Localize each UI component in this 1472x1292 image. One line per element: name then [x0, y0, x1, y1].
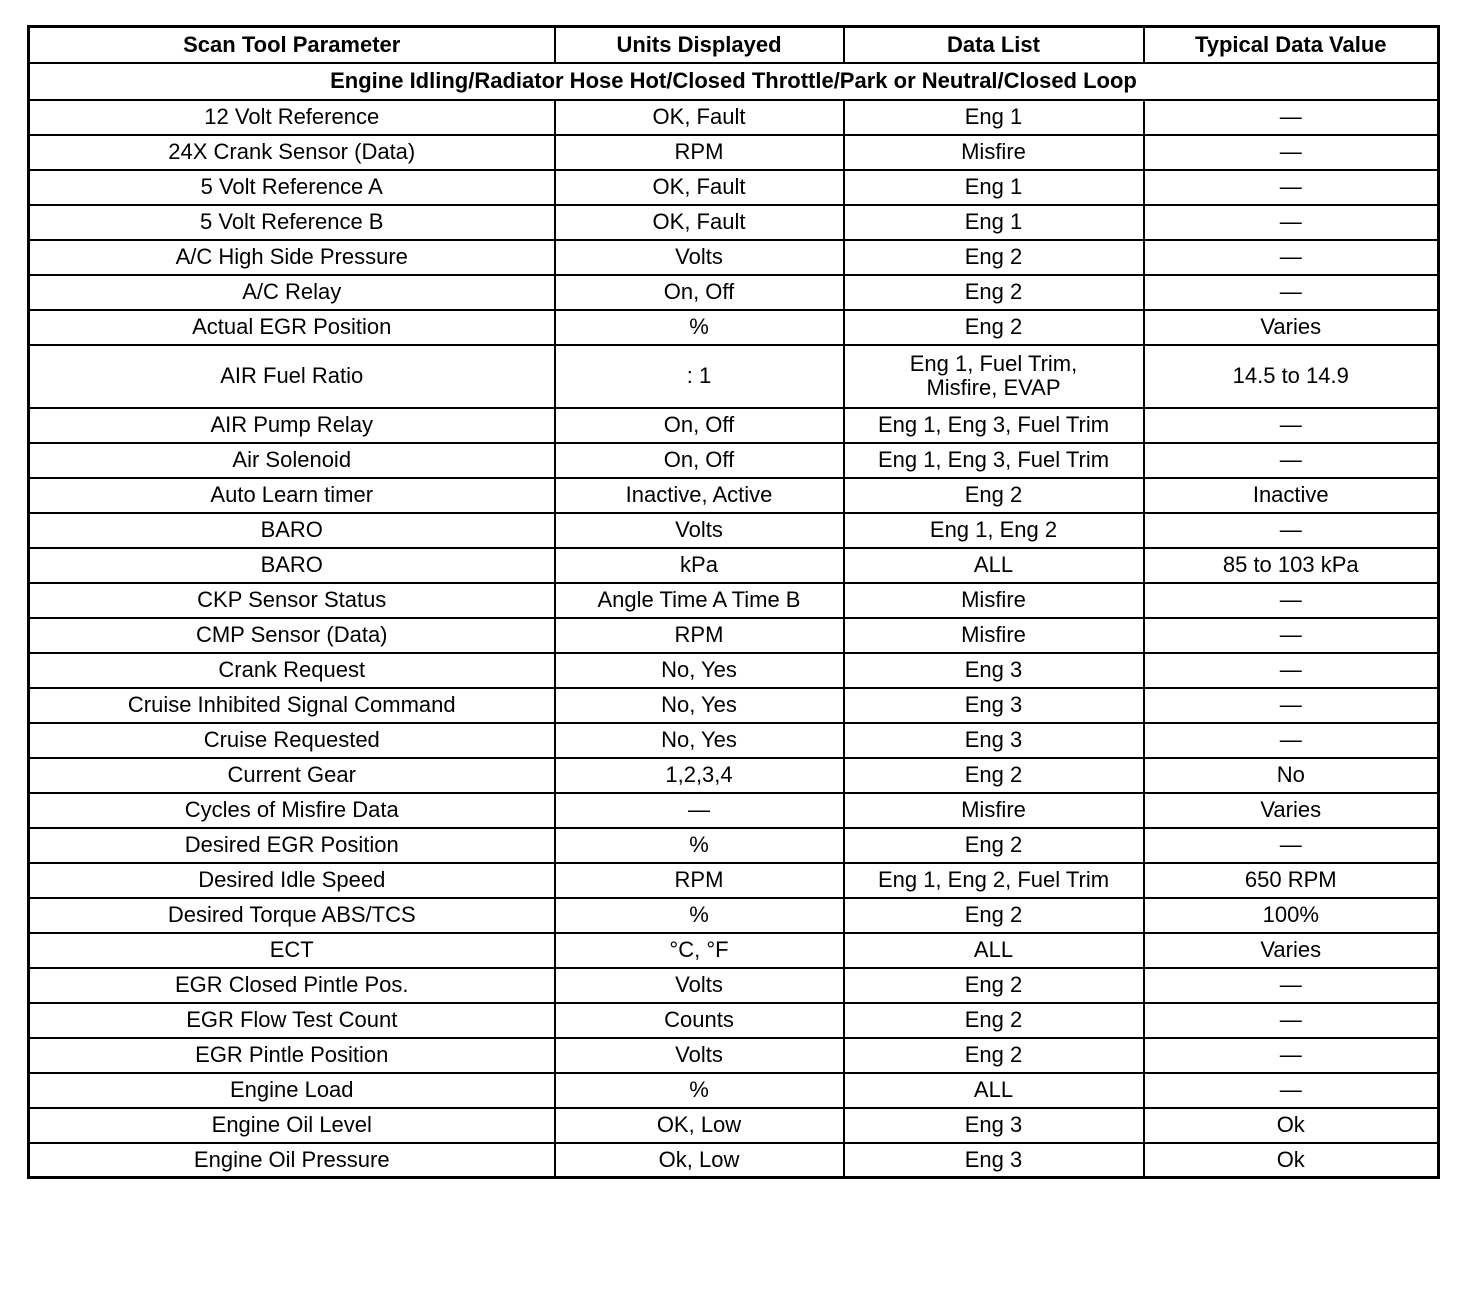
cell-data-list: Eng 2	[844, 828, 1144, 863]
cell-units: On, Off	[555, 408, 844, 443]
cell-typical-value: —	[1144, 583, 1439, 618]
cell-parameter: 12 Volt Reference	[29, 100, 555, 135]
table-row	[29, 618, 1439, 653]
cell-units: Volts	[555, 240, 844, 275]
cell-data-list: Eng 1	[844, 100, 1144, 135]
cell-parameter: Desired Torque ABS/TCS	[29, 898, 555, 933]
table-row	[29, 933, 1439, 968]
table-row	[29, 100, 1439, 135]
table-row	[29, 135, 1439, 170]
cell-data-list: Eng 2	[844, 1003, 1144, 1038]
cell-data-list: Misfire	[844, 583, 1144, 618]
cell-typical-value: Varies	[1144, 933, 1439, 968]
table-row	[29, 583, 1439, 618]
cell-typical-value: —	[1144, 723, 1439, 758]
cell-typical-value: —	[1144, 828, 1439, 863]
scan-tool-data-table	[27, 25, 1440, 1179]
cell-units: Volts	[555, 968, 844, 1003]
table-row	[29, 863, 1439, 898]
cell-units: OK, Fault	[555, 170, 844, 205]
cell-typical-value: —	[1144, 688, 1439, 723]
table-row	[29, 443, 1439, 478]
cell-units: Angle Time A Time B	[555, 583, 844, 618]
cell-parameter: BARO	[29, 513, 555, 548]
cell-typical-value: 100%	[1144, 898, 1439, 933]
table-row	[29, 170, 1439, 205]
cell-data-list: Eng 1, Eng 2, Fuel Trim	[844, 863, 1144, 898]
table-row	[29, 968, 1439, 1003]
cell-units: 1,2,3,4	[555, 758, 844, 793]
cell-units: %	[555, 310, 844, 345]
table-row	[29, 1143, 1439, 1178]
section-row	[29, 63, 1439, 100]
cell-data-list: Eng 2	[844, 1038, 1144, 1073]
cell-parameter: EGR Closed Pintle Pos.	[29, 968, 555, 1003]
cell-data-list: Eng 3	[844, 1143, 1144, 1178]
cell-parameter: Engine Oil Level	[29, 1108, 555, 1143]
table-row	[29, 793, 1439, 828]
cell-units: No, Yes	[555, 653, 844, 688]
cell-data-list: Eng 3	[844, 688, 1144, 723]
cell-parameter: Auto Learn timer	[29, 478, 555, 513]
cell-parameter: Engine Load	[29, 1073, 555, 1108]
cell-typical-value: —	[1144, 100, 1439, 135]
cell-parameter: Cycles of Misfire Data	[29, 793, 555, 828]
cell-typical-value: Varies	[1144, 310, 1439, 345]
cell-typical-value: —	[1144, 443, 1439, 478]
table-row	[29, 310, 1439, 345]
cell-parameter: Crank Request	[29, 653, 555, 688]
cell-units: %	[555, 898, 844, 933]
table-row	[29, 758, 1439, 793]
cell-typical-value: —	[1144, 513, 1439, 548]
cell-parameter: Engine Oil Pressure	[29, 1143, 555, 1178]
cell-parameter: 5 Volt Reference B	[29, 205, 555, 240]
cell-parameter: CKP Sensor Status	[29, 583, 555, 618]
cell-typical-value: No	[1144, 758, 1439, 793]
cell-data-list: Misfire	[844, 793, 1144, 828]
cell-typical-value: Ok	[1144, 1143, 1439, 1178]
cell-data-list: Eng 1, Eng 2	[844, 513, 1144, 548]
cell-data-list: ALL	[844, 933, 1144, 968]
header-data-list: Data List	[844, 27, 1144, 63]
table-row	[29, 275, 1439, 310]
cell-units: On, Off	[555, 443, 844, 478]
cell-data-list: Eng 2	[844, 478, 1144, 513]
header-row	[29, 27, 1439, 63]
table-row	[29, 1073, 1439, 1108]
cell-typical-value: —	[1144, 653, 1439, 688]
cell-data-list: Eng 3	[844, 1108, 1144, 1143]
cell-units: RPM	[555, 135, 844, 170]
cell-typical-value: Ok	[1144, 1108, 1439, 1143]
table-row	[29, 1108, 1439, 1143]
header-scan-tool-parameter: Scan Tool Parameter	[29, 27, 555, 63]
table-row	[29, 688, 1439, 723]
cell-data-list: Eng 1	[844, 170, 1144, 205]
cell-parameter: 24X Crank Sensor (Data)	[29, 135, 555, 170]
cell-data-list: Eng 2	[844, 310, 1144, 345]
cell-typical-value: —	[1144, 1038, 1439, 1073]
table-row	[29, 1003, 1439, 1038]
table-row	[29, 513, 1439, 548]
cell-parameter: Cruise Requested	[29, 723, 555, 758]
cell-data-list: Misfire	[844, 618, 1144, 653]
cell-data-list: Eng 3	[844, 723, 1144, 758]
cell-units: OK, Fault	[555, 100, 844, 135]
table-row	[29, 205, 1439, 240]
cell-units: %	[555, 828, 844, 863]
cell-data-list: Eng 2	[844, 968, 1144, 1003]
cell-typical-value: —	[1144, 205, 1439, 240]
cell-units: On, Off	[555, 275, 844, 310]
cell-data-list: Eng 2	[844, 240, 1144, 275]
cell-typical-value: —	[1144, 275, 1439, 310]
cell-typical-value: Varies	[1144, 793, 1439, 828]
cell-units: OK, Low	[555, 1108, 844, 1143]
cell-units: : 1	[555, 345, 844, 408]
cell-typical-value: —	[1144, 1003, 1439, 1038]
cell-data-list: ALL	[844, 548, 1144, 583]
table-row	[29, 240, 1439, 275]
cell-typical-value: —	[1144, 135, 1439, 170]
cell-units: OK, Fault	[555, 205, 844, 240]
cell-typical-value: Inactive	[1144, 478, 1439, 513]
cell-parameter: CMP Sensor (Data)	[29, 618, 555, 653]
cell-typical-value: 650 RPM	[1144, 863, 1439, 898]
cell-data-list: Eng 3	[844, 653, 1144, 688]
cell-data-list: ALL	[844, 1073, 1144, 1108]
scan-tool-data-sheet	[27, 25, 1437, 1179]
table-row	[29, 345, 1439, 408]
cell-typical-value: 85 to 103 kPa	[1144, 548, 1439, 583]
cell-units: No, Yes	[555, 723, 844, 758]
cell-typical-value: 14.5 to 14.9	[1144, 345, 1439, 408]
cell-data-list: Eng 2	[844, 275, 1144, 310]
cell-parameter: EGR Pintle Position	[29, 1038, 555, 1073]
cell-parameter: 5 Volt Reference A	[29, 170, 555, 205]
cell-data-list: Eng 2	[844, 758, 1144, 793]
cell-data-list: Eng 1	[844, 205, 1144, 240]
cell-units: No, Yes	[555, 688, 844, 723]
cell-parameter: Desired EGR Position	[29, 828, 555, 863]
table-row	[29, 478, 1439, 513]
cell-parameter: Current Gear	[29, 758, 555, 793]
cell-units: °C, °F	[555, 933, 844, 968]
cell-typical-value: —	[1144, 1073, 1439, 1108]
cell-units: Counts	[555, 1003, 844, 1038]
table-row	[29, 548, 1439, 583]
table-row	[29, 1038, 1439, 1073]
cell-data-list: Misfire	[844, 135, 1144, 170]
cell-parameter: AIR Fuel Ratio	[29, 345, 555, 408]
cell-typical-value: —	[1144, 170, 1439, 205]
cell-units: —	[555, 793, 844, 828]
cell-units: RPM	[555, 618, 844, 653]
cell-parameter: EGR Flow Test Count	[29, 1003, 555, 1038]
table-row	[29, 898, 1439, 933]
section-title: Engine Idling/Radiator Hose Hot/Closed Throttle/Park or Neutral/Closed Loop	[29, 63, 1439, 100]
table-row	[29, 653, 1439, 688]
cell-units: Inactive, Active	[555, 478, 844, 513]
cell-parameter: Air Solenoid	[29, 443, 555, 478]
cell-data-list: Eng 1, Eng 3, Fuel Trim	[844, 443, 1144, 478]
cell-units: Ok, Low	[555, 1143, 844, 1178]
cell-units: kPa	[555, 548, 844, 583]
table-row	[29, 828, 1439, 863]
cell-data-list: Eng 1, Fuel Trim, Misfire, EVAP	[844, 345, 1144, 408]
table-row	[29, 408, 1439, 443]
cell-typical-value: —	[1144, 240, 1439, 275]
cell-parameter: A/C Relay	[29, 275, 555, 310]
cell-typical-value: —	[1144, 968, 1439, 1003]
header-units-displayed: Units Displayed	[555, 27, 844, 63]
cell-typical-value: —	[1144, 408, 1439, 443]
cell-parameter: Cruise Inhibited Signal Command	[29, 688, 555, 723]
cell-typical-value: —	[1144, 618, 1439, 653]
cell-parameter: A/C High Side Pressure	[29, 240, 555, 275]
cell-parameter: BARO	[29, 548, 555, 583]
cell-units: RPM	[555, 863, 844, 898]
cell-units: Volts	[555, 1038, 844, 1073]
cell-data-list: Eng 2	[844, 898, 1144, 933]
cell-parameter: ECT	[29, 933, 555, 968]
cell-units: Volts	[555, 513, 844, 548]
cell-data-list: Eng 1, Eng 3, Fuel Trim	[844, 408, 1144, 443]
cell-parameter: Actual EGR Position	[29, 310, 555, 345]
cell-units: %	[555, 1073, 844, 1108]
cell-parameter: AIR Pump Relay	[29, 408, 555, 443]
header-typical-data-value: Typical Data Value	[1144, 27, 1439, 63]
cell-parameter: Desired Idle Speed	[29, 863, 555, 898]
table-row	[29, 723, 1439, 758]
